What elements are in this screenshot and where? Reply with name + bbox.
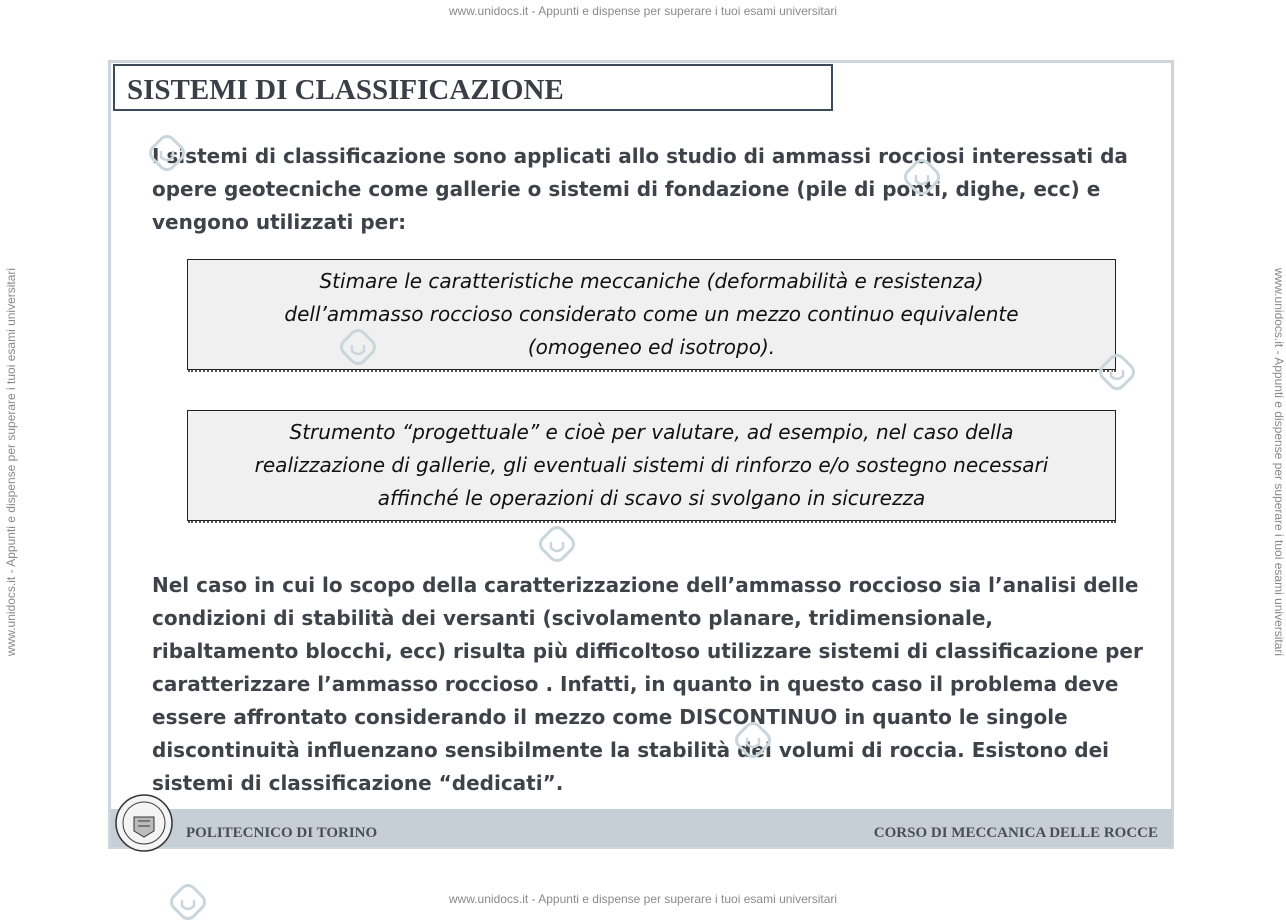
slide-footer [111, 809, 1172, 847]
footer-institution: POLITECNICO DI TORINO [186, 825, 378, 841]
body-line: condizioni di stabilità dei versanti (scivolamento planare, tridimensionale, [152, 606, 994, 630]
body-line: discontinuità influenzano sensibilmente la stabilità dei volumi di roccia. Esistono dei [152, 738, 1110, 762]
body-line: ribaltamento blocchi, ecc) risulta più difficoltoso utilizzare sistemi di classificazione per [152, 639, 1143, 663]
watermark-stamp-icon [147, 133, 187, 173]
footer-course: CORSO DI MECCANICA DELLE ROCCE [873, 825, 1158, 841]
university-seal-icon [114, 793, 174, 853]
watermark-stamp-icon [902, 157, 942, 197]
body-line: Nel caso in cui lo scopo della caratterizzazione dell’ammasso roccioso sia l’analisi delle [152, 573, 1139, 597]
intro-line: vengono utilizzati per: [152, 210, 407, 234]
watermark-stamp-icon [338, 327, 378, 367]
box-line: realizzazione di gallerie, gli eventuali sistemi di rinforzo e/o sostegno necessari [254, 453, 1049, 477]
intro-line: I sistemi di classificazione sono applicati allo studio di ammassi rocciosi interessati da [152, 144, 1128, 168]
box-line: dell’ammasso roccioso considerato come un mezzo continuo equivalente [284, 302, 1019, 326]
intro-line: opere geotecniche come gallerie o sistemi di fondazione (pile di ponti, dighe, ecc) e [152, 177, 1101, 201]
watermark-stamp-icon [1097, 352, 1137, 392]
box-line: Stimare le caratteristiche meccaniche (deformabilità e resistenza) [319, 269, 984, 293]
watermark-top: www.unidocs.it - Appunti e dispense per superare i tuoi esami universitari [448, 4, 838, 18]
intro-paragraph [152, 140, 1128, 239]
purpose-box-2 [187, 410, 1116, 521]
slide-title: SISTEMI DI CLASSIFICAZIONE [127, 74, 564, 106]
box-line: affinché le operazioni di scavo si svolgano in sicurezza [377, 486, 926, 510]
watermark-right: www.unidocs.it - Appunti e dispense per superare i tuoi esami universitari [1272, 267, 1286, 657]
body-paragraph [152, 569, 1143, 800]
watermark-stamp-icon [537, 524, 577, 564]
box-line: (omogeneo ed isotropo). [527, 335, 776, 359]
watermark-left: www.unidocs.it - Appunti e dispense per superare i tuoi esami universitari [4, 267, 18, 657]
watermark-bottom: www.unidocs.it - Appunti e dispense per superare i tuoi esami universitari [448, 892, 838, 906]
purpose-box-1 [187, 259, 1116, 370]
title-box [113, 64, 833, 111]
body-line: essere affrontato considerando il mezzo come DISCONTINUO in quanto le singole [152, 705, 1068, 729]
box-line: Strumento “progettuale” e cioè per valutare, ad esempio, nel caso della [289, 420, 1014, 444]
body-line: caratterizzare l’ammasso roccioso . Infatti, in quanto in questo caso il problema deve [152, 672, 1119, 696]
watermark-stamp-icon [733, 720, 773, 760]
body-line: sistemi di classificazione “dedicati”. [152, 771, 564, 795]
